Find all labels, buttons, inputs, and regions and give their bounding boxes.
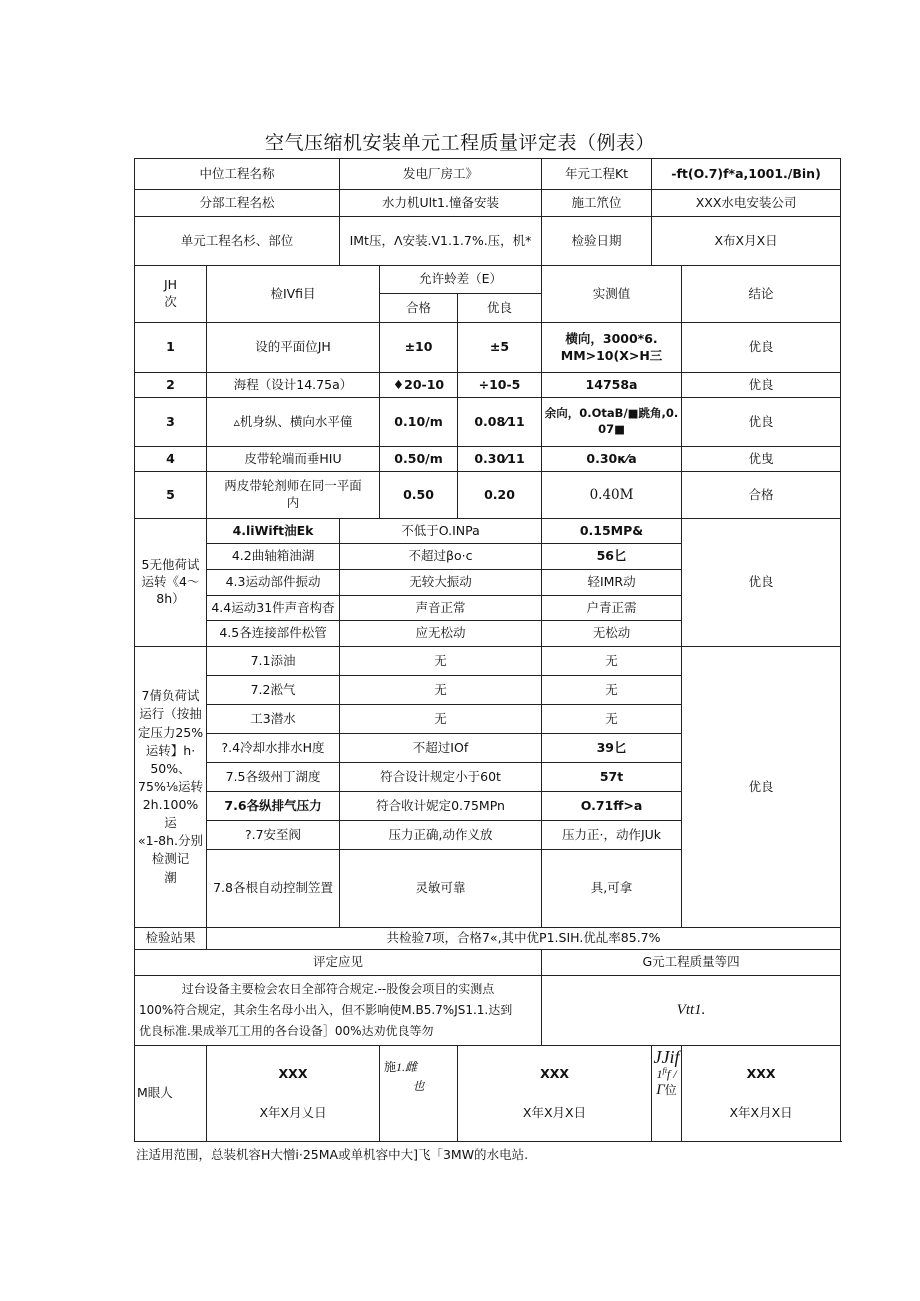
- signature-label-supervisor: [652, 1046, 682, 1142]
- load-item: 7.1添油: [207, 647, 340, 676]
- row-4-qualified: 0.50/m: [380, 447, 458, 472]
- noload-standard: 不低于O.INPa: [340, 519, 542, 544]
- row-2-excellent: ÷10-5: [458, 373, 542, 398]
- signature-label-construction: [380, 1046, 458, 1142]
- signature-date: X年X月X日: [729, 1104, 793, 1120]
- row-2-measured: 14758a: [542, 373, 682, 398]
- page-title: 空气压缩机安装单元工程质量评定表（例表）: [264, 132, 655, 154]
- col-excellent-header: 优良: [458, 294, 542, 323]
- noload-conclusion: 优良: [682, 519, 841, 647]
- row-4-no: 4: [135, 447, 207, 472]
- quality-assessment-table: [134, 158, 841, 1142]
- col-allowed-header: 允许蛉差（E）: [380, 266, 542, 294]
- load-label: 7倩负荷试 运行（按抽 定压力25% 运转】h· 50%、 75%⅛运转 2h.100%运 «1-8h.分别 检测记 潮: [135, 647, 207, 928]
- row-1-conclusion: 优良: [682, 323, 841, 373]
- label-part: 1.雌: [396, 1060, 418, 1075]
- signature-inspector: [207, 1046, 380, 1142]
- load-standard: 符合设计规定小于60t: [340, 763, 542, 792]
- element-label: 单元工程名杉、部位: [135, 217, 340, 266]
- signature-supervisor: [682, 1046, 841, 1142]
- sub-project-label: 分部工程名松: [135, 190, 340, 217]
- row-5-qualified: 0.50: [380, 472, 458, 519]
- noload-standard: 应无松动: [340, 621, 542, 647]
- row-1-measured: 横向，3000*6. MM>10(X>H三: [542, 323, 682, 373]
- load-conclusion: 优良: [682, 647, 841, 928]
- construction-label: 施工笊位: [542, 190, 652, 217]
- row-2-conclusion: 优良: [682, 373, 841, 398]
- load-item: 7.5各级州丁湖度: [207, 763, 340, 792]
- load-item: 工3潜水: [207, 705, 340, 734]
- row-1-item: 设的平面位JH: [207, 323, 380, 373]
- unit-project-label: 中位工程名称: [135, 159, 340, 190]
- grade-label: G元工程质量等四: [542, 950, 841, 976]
- noload-item: 4.2曲轴箱油湖: [207, 544, 340, 570]
- load-standard: 灵敏可靠: [340, 850, 542, 928]
- opinion-line: 100%符合规定，其余生名母小出入，但不影响使M.B5.7%JS1.1.达到: [139, 1003, 513, 1017]
- col-measured-header: 实测值: [542, 266, 682, 323]
- col-item-header: 检IVfi目: [207, 266, 380, 323]
- load-item: ?.4冷却水排水H度: [207, 734, 340, 763]
- load-item: ?.7安至阀: [207, 821, 340, 850]
- opinion-line: 过台设备主要检会农日全部符合规定.--股俊会项目的实测点: [181, 982, 495, 996]
- grade-value: Vtt1.: [542, 976, 841, 1046]
- row-2-item: 海程（设计14.75a）: [207, 373, 380, 398]
- unit-eng-value: -ft(O.7)f*a,1001./Bin): [652, 159, 841, 190]
- unit-project-value: 发电厂房工》: [340, 159, 542, 190]
- row-4-conclusion: 优曳: [682, 447, 841, 472]
- signature-date: X年X月乂日: [259, 1104, 327, 1120]
- row-5-item: 两皮带轮剂师在同一平面 内: [207, 472, 380, 519]
- element-value: IMt压，Λ安装.V1.1.7%.压，机*: [340, 217, 542, 266]
- opinion-text: [135, 976, 542, 1046]
- signature-name: XXX: [278, 1065, 308, 1081]
- label-part: JJif: [653, 1047, 680, 1067]
- load-item: 7.8各根自动控制笠置: [207, 850, 340, 928]
- load-standard: 符合收计妮定0.75MPn: [340, 792, 542, 821]
- noload-measured: 0.15MP&: [542, 519, 682, 544]
- opinion-label: 评定应见: [135, 950, 542, 976]
- signature-label-inspector: M眼人: [135, 1046, 207, 1142]
- label-part: Γ: [656, 1082, 665, 1099]
- sub-project-value: 水力机Ult1.憧备安装: [340, 190, 542, 217]
- row-3-no: 3: [135, 398, 207, 447]
- noload-item: 4.5各连接部件松管: [207, 621, 340, 647]
- load-standard: 无: [340, 676, 542, 705]
- load-standard: 不超过IOf: [340, 734, 542, 763]
- noload-item: 4.4运动31件声音构杳: [207, 596, 340, 621]
- row-4-item: 皮带轮端而垂HIU: [207, 447, 380, 472]
- signature-construction: [458, 1046, 652, 1142]
- label-part: fi: [662, 1066, 667, 1075]
- row-3-measured: 余向，0.OtaB/■跳角,0.07■: [542, 398, 682, 447]
- load-measured: 具,可拿: [542, 850, 682, 928]
- inspect-date-value: X布X月X日: [652, 217, 841, 266]
- inspect-date-label: 检验日期: [542, 217, 652, 266]
- row-3-qualified: 0.10/m: [380, 398, 458, 447]
- signature-name: XXX: [540, 1065, 569, 1081]
- label-part: 也: [412, 1078, 425, 1093]
- unit-eng-label: 年元工程Kt: [542, 159, 652, 190]
- opinion-line: 优良标准.果成举兀工用的各台设备］00%达劝优良等勿: [139, 1024, 434, 1038]
- row-1-qualified: ±10: [380, 323, 458, 373]
- col-qualified-header: 合格: [380, 294, 458, 323]
- signature-date: X年X月X日: [522, 1104, 587, 1120]
- signature-name: XXX: [746, 1065, 776, 1081]
- noload-item: 4.liWift油Ek: [207, 519, 340, 544]
- row-1-no: 1: [135, 323, 207, 373]
- noload-item: 4.3运动部件振动: [207, 570, 340, 596]
- row-3-conclusion: 优良: [682, 398, 841, 447]
- row-2-no: 2: [135, 373, 207, 398]
- label-part: 位: [664, 1083, 677, 1098]
- label-part: 施: [384, 1060, 397, 1075]
- load-measured: 无: [542, 647, 682, 676]
- noload-measured: 轻IMR动: [542, 570, 682, 596]
- noload-standard: 声音正常: [340, 596, 542, 621]
- load-item: 7.2淞气: [207, 676, 340, 705]
- noload-measured: 户青正需: [542, 596, 682, 621]
- load-standard: 无: [340, 705, 542, 734]
- col-conclusion-header: 结论: [682, 266, 841, 323]
- result-value: 共检验7项，合格7«,其中优P1.SIH.优乩率85.7%: [207, 928, 841, 950]
- load-measured: O.71ff>a: [542, 792, 682, 821]
- col-no-header: JH 次: [135, 266, 207, 323]
- row-5-excellent: 0.20: [458, 472, 542, 519]
- load-item: 7.6各纵排气压力: [207, 792, 340, 821]
- noload-measured: 56匕: [542, 544, 682, 570]
- load-measured: 39匕: [542, 734, 682, 763]
- load-standard: 压力正确,动作义放: [340, 821, 542, 850]
- label-part: f /: [666, 1067, 677, 1081]
- load-measured: 无: [542, 676, 682, 705]
- noload-standard: 不超过βo·c: [340, 544, 542, 570]
- row-5-no: 5: [135, 472, 207, 519]
- row-1-excellent: ±5: [458, 323, 542, 373]
- row-3-item: ▵机身纵、横向水平僮: [207, 398, 380, 447]
- noload-measured: 无松动: [542, 621, 682, 647]
- row-5-measured: 0.40M: [542, 472, 682, 519]
- row-5-conclusion: 合格: [682, 472, 841, 519]
- result-label: 检验站果: [135, 928, 207, 950]
- footnote: 注适用范围，总装机容H大憎i·25MA或单机容中大]飞「3MW的水电站.: [136, 1147, 529, 1162]
- label-part: 1: [656, 1067, 663, 1081]
- load-standard: 无: [340, 647, 542, 676]
- row-3-excellent: 0.08⁄11: [458, 398, 542, 447]
- row-2-qualified: ♦20-10: [380, 373, 458, 398]
- row-4-measured: 0.30κ⁄a: [542, 447, 682, 472]
- noload-label: 5无他荷试 运转《4～ 8h）: [135, 519, 207, 647]
- load-measured: 57t: [542, 763, 682, 792]
- noload-standard: 无较大振动: [340, 570, 542, 596]
- load-measured: 无: [542, 705, 682, 734]
- construction-value: XXX水电安装公司: [652, 190, 841, 217]
- row-4-excellent: 0.30⁄11: [458, 447, 542, 472]
- load-measured: 压力正·，动作JUk: [542, 821, 682, 850]
